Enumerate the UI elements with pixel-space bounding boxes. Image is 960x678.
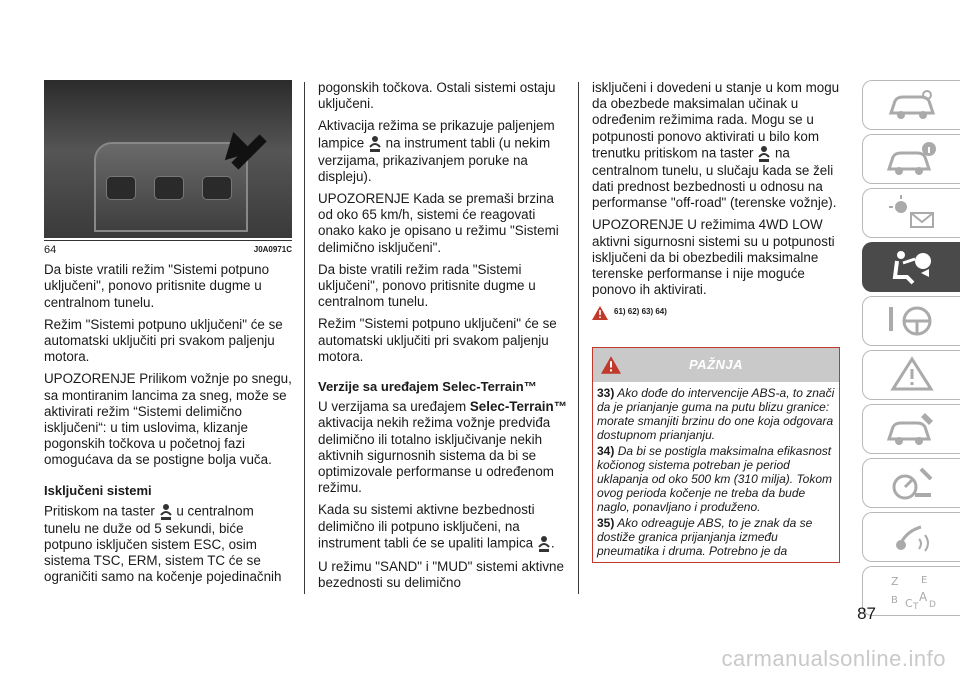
- watermark: carmanualsonline.info: [721, 646, 946, 671]
- esc-off-button: [202, 176, 232, 200]
- tab-getting-to-know-vehicle[interactable]: [862, 80, 960, 130]
- warning-references: [592, 304, 840, 320]
- console-button-left: [106, 176, 136, 200]
- warning-item-number: 34): [597, 443, 615, 458]
- warning-item-number: 35): [597, 515, 615, 530]
- paragraph: UPOZORENJE Prilikom vožnje po snegu, sa montiranim lancima za sneg, može se aktivirati režim “Sistemi delimično isključeni“: u tim uslovima, klizanje pogonskih točkova u početnoj fazi omogućava da se postigne bolja vuča.: [44, 371, 292, 468]
- paragraph: Da biste vratili režim "Sistemi potpuno uključeni", ponovo pritisnite dugme u centralnom tunelu.: [44, 262, 270, 310]
- gauge-and-tools-icon: [885, 463, 939, 503]
- column-divider: [578, 82, 579, 594]
- tab-instrument-panel[interactable]: [862, 134, 960, 184]
- warning-box-header: [593, 348, 839, 382]
- paragraph: [318, 118, 568, 185]
- text-run: Aktivacija režima se prikazuje paljenjem lampice: [318, 118, 555, 151]
- warning-item-text: Da bi se postigla maksimalna efikasnost kočionog sistema potreban je period uklapanja od oko 500 km (310 milja). Tokom ovog perioda kočenje ne treba da bude naglo, ponavljano i produženo.: [597, 443, 833, 514]
- text-run: U verzijama sa uređajem: [318, 399, 467, 415]
- figure-number: 64: [44, 244, 57, 256]
- steering-wheel-icon: [885, 301, 939, 341]
- alphabet-index-icon: [885, 571, 939, 611]
- paragraph: U režimu "SAND" i "MUD" sistemi aktivne bezednosti su delimično: [318, 558, 564, 591]
- svg-text:A: A: [918, 590, 927, 604]
- warning-item-text: Ako dođe do intervencije ABS-a, to znači da je prianjanje guma na putu blizu granice: morate smanjiti brzinu do one koja odgovara dostupnom prianjanju.: [597, 385, 835, 442]
- figure-caption: [44, 240, 292, 258]
- svg-text:D: D: [928, 600, 936, 610]
- tab-technical-specifications[interactable]: [862, 458, 960, 508]
- column-divider: [304, 82, 305, 594]
- svg-text:C: C: [904, 597, 913, 610]
- svg-text:Z: Z: [890, 575, 899, 588]
- text-run: Kada su sistemi aktivne bezbednosti delimično ili potpuno isključeni, na instrument tabli će se upaliti lampica: [318, 502, 535, 551]
- text-run: na instrument tabli (u nekim verzijama, prikazivanjem poruke na displeju).: [318, 135, 551, 184]
- paragraph: Režim "Sistemi potpuno uključeni" će se automatski uključiti pri svakom paljenju motora.: [44, 316, 283, 365]
- warning-item: [597, 516, 835, 558]
- text-run: na centralnom tunelu, u slučaju kada se želi dati prednost bezbednosti u odnosu na performanse "off-road" (terenske vožnje).: [592, 145, 837, 211]
- text-run: Pritiskom na taster: [44, 503, 155, 519]
- paragraph: [592, 80, 840, 211]
- tab-starting-and-driving[interactable]: [862, 296, 960, 346]
- warning-item: [597, 444, 835, 514]
- svg-text:E: E: [920, 575, 927, 586]
- light-and-envelope-icon: [885, 193, 939, 233]
- warning-item: [597, 386, 835, 442]
- column-1: [44, 80, 292, 592]
- tab-servicing-and-care[interactable]: [862, 404, 960, 454]
- text-run: u centralnom tunelu ne duže od 5 sekundi, biće potpuno isključen sistem ESC, osim sistema TSC, ERM, sistem TC će se ograničiti samo na kočenje pojedinačnih: [44, 503, 282, 585]
- figure-code: J0A0971C: [253, 245, 292, 254]
- center-tunnel-photo: [44, 80, 292, 238]
- tab-multimedia[interactable]: [862, 512, 960, 562]
- warning-item-number: 33): [597, 385, 615, 400]
- page-number: 87: [857, 604, 876, 623]
- svg-text:T: T: [912, 602, 918, 611]
- warning-box: [592, 347, 840, 563]
- text-run-bold: Selec-Terrain™: [469, 399, 568, 415]
- warning-reference-numbers: 61) 62) 63) 64): [614, 307, 667, 317]
- paragraph: [318, 502, 568, 552]
- paragraph: UPOZORENJE Kada se premaši brzina od oko 65 km/h, sistemi će reagovati onako kako je opisano u režimu "Sistemi delimično isključeni".: [318, 191, 559, 255]
- text-run: isključeni i dovedeni u stanje u kom mogu da obezbede maksimalan učinak u određenim režimima rada. Mogu se u potpunosti ponovo aktivirati u bilo kom trenutku pritiskom na taster: [592, 80, 840, 161]
- warning-item-text: Ako odreaguje ABS, to je znak da se dostiže granica prijanjanja između pneumatika i druma. Potrebno je da: [597, 515, 813, 558]
- tab-warning-lights[interactable]: [862, 188, 960, 238]
- emergency-triangle-icon: [885, 355, 939, 395]
- text-run: .: [550, 535, 555, 551]
- paragraph: Da biste vratili režim rada "Sistemi uključeni", ponovo pritisnite dugme u centralnom tunelu.: [318, 261, 536, 310]
- warning-triangle-icon: [592, 306, 608, 320]
- text-run: aktivacija nekih režima vožnje predviđa delimično ili totalno isključivanje nekih aktivnih sigurnosnih sistema da bi se optimizovale performanse u određenom režimu.: [318, 415, 554, 496]
- section-heading: Verzije sa uređajem Selec-Terrain™: [318, 379, 537, 395]
- paragraph: [318, 399, 568, 496]
- esc-off-icon: [368, 135, 382, 153]
- esc-off-icon: [757, 145, 771, 163]
- esc-off-icon: [537, 535, 551, 553]
- esc-off-icon: [159, 503, 173, 521]
- paragraph: Režim "Sistemi potpuno uključeni" će se automatski uključiti pri svakom paljenju motora.: [318, 316, 557, 364]
- tab-index[interactable]: [862, 566, 960, 616]
- seat-airbag-icon: [885, 247, 939, 287]
- paragraph: UPOZORENJE U režimima 4WD LOW aktivni sigurnosni sistemi su u potpunosti isključeni da bi obezbedili maksimalne terenske performanse i nije moguće ponovo ih aktivirati.: [592, 217, 835, 298]
- warning-triangle-icon: [601, 356, 621, 374]
- warning-box-title: PAŽNJA: [688, 356, 744, 372]
- svg-text:B: B: [890, 595, 898, 606]
- warning-box-body: [593, 382, 839, 562]
- car-with-key-icon: [885, 85, 939, 125]
- music-note-icon: [885, 517, 939, 557]
- section-heading: Isključeni sistemi: [44, 482, 152, 498]
- column-2: [318, 80, 568, 597]
- tab-in-an-emergency[interactable]: [862, 350, 960, 400]
- paragraph: pogonskih točkova. Ostali sistemi ostaju uključeni.: [318, 80, 556, 112]
- column-3: [592, 80, 840, 563]
- console-button-middle: [154, 176, 184, 200]
- car-info-icon: [885, 139, 939, 179]
- car-wrench-icon: [885, 409, 939, 449]
- paragraph: [44, 503, 292, 586]
- tab-safety[interactable]: [862, 242, 960, 292]
- chapter-tabs: [862, 80, 960, 620]
